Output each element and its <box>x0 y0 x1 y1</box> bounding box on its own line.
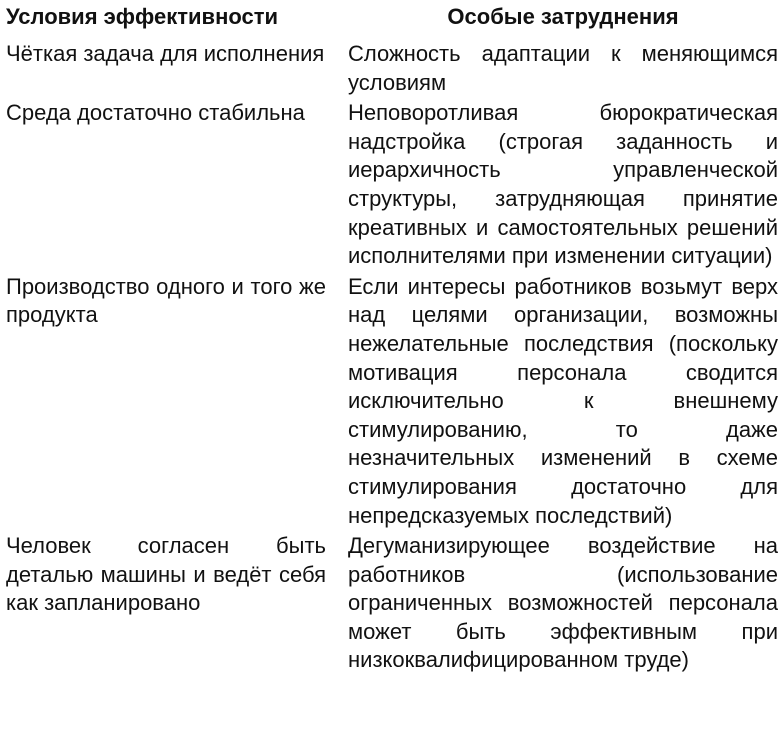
header-spacer <box>326 0 348 40</box>
condition-cell: Чёткая задача для исполнения <box>6 41 325 66</box>
difficulty-cell: Неповоротливая бюрократическая надстройка (строгая заданность и иерархичность управленческой структуры, затрудняющая принятие креативных и самостоятельных решений исполнителями при изменении ситуации) <box>348 100 778 269</box>
table-row <box>4 273 778 532</box>
condition-cell: Производство одного и того же продукта <box>6 273 326 328</box>
header-difficulties: Особые затруднения <box>447 4 679 29</box>
difficulty-cell: Дегуманизирующее воздействие на работников (использование ограниченных возможностей персонала может быть эффективным при низкоквалифицированном труде) <box>348 533 778 673</box>
column-gap <box>326 532 348 677</box>
table-header-row <box>4 0 778 40</box>
difficulty-cell: Сложность адаптации к меняющимся условиям <box>348 41 778 95</box>
column-gap <box>326 273 348 532</box>
condition-cell: Человек согласен быть деталью машины и ведёт себя как запланировано <box>6 533 326 616</box>
table-row <box>4 40 778 99</box>
column-gap <box>326 40 348 99</box>
table-row <box>4 532 778 677</box>
table-row <box>4 99 778 273</box>
condition-cell: Среда достаточно стабильна <box>6 100 305 126</box>
conditions-difficulties-table <box>4 0 778 677</box>
header-conditions: Условия эффективности <box>6 4 279 29</box>
difficulty-cell: Если интересы работников возьмут верх над целями организации, возможны нежелательные последствия (поскольку мотивация персонала сводится исключительно к внешнему стимулированию, то даже незначительных изменений в схеме стимулирования достаточно для непредсказуемых последствий) <box>348 273 778 528</box>
column-gap <box>326 99 348 273</box>
